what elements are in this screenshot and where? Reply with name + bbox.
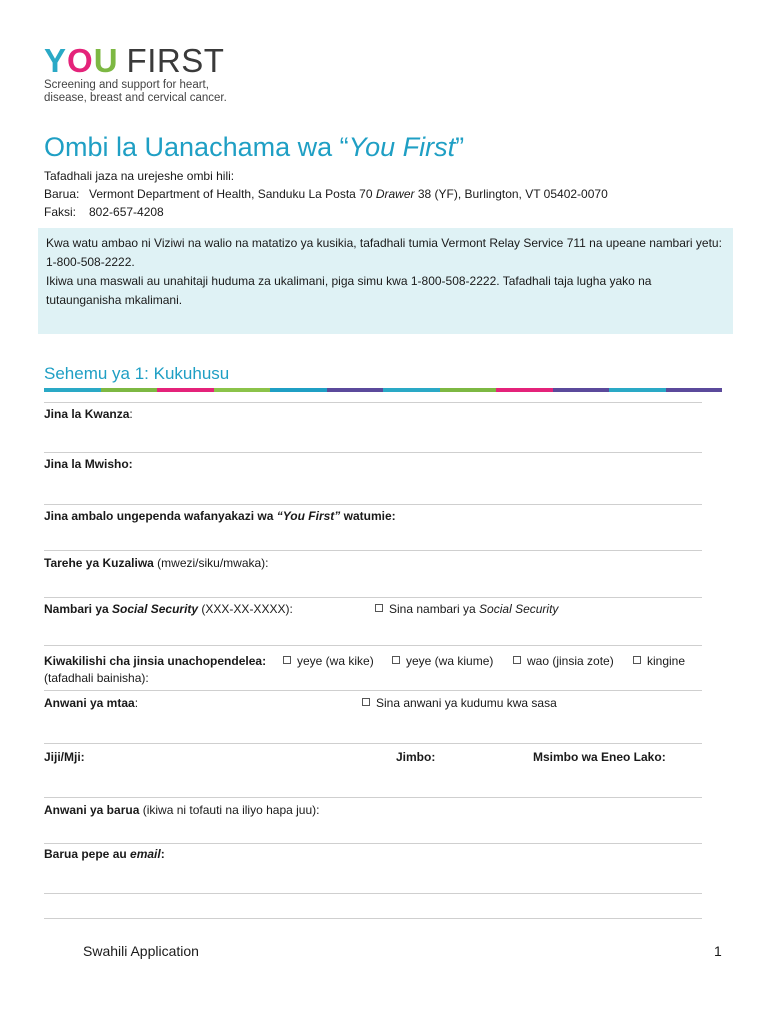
mail-value-italic: Drawer	[375, 187, 415, 201]
last-name-field[interactable]	[44, 504, 702, 505]
logo-first: FIRST	[126, 42, 225, 79]
no-address-checkbox[interactable]	[362, 696, 557, 710]
mail-value-b: 38 (YF), Burlington, VT 05402-0070	[414, 187, 608, 201]
no-ssn-italic: Social Security	[479, 602, 559, 616]
street-address-label	[44, 696, 138, 710]
gender-text: Kiwakilishi cha jinsia unachopendelea:	[44, 654, 267, 668]
city-state-zip-field[interactable]	[44, 797, 702, 798]
logo-tagline-2: disease, breast and cervical cancer.	[44, 92, 227, 104]
notice-line-2: Ikiwa una maswali au unahitaji huduma za ukalimani, piga simu kwa 1-800-508-2222. Tafadhali taja lugha yako na tutaunganisha mkalimani.	[46, 274, 652, 307]
stripe-segment	[666, 388, 723, 392]
first-name-colon: :	[129, 407, 133, 421]
street-address-text: Anwani ya mtaa	[44, 696, 135, 710]
section-color-stripe	[44, 388, 722, 392]
first-name-label	[44, 407, 133, 421]
city-text: Jiji/Mji:	[44, 750, 85, 764]
checkbox-icon	[392, 656, 400, 664]
dob-label	[44, 556, 269, 570]
stripe-segment	[609, 388, 666, 392]
email-text-colon: :	[160, 847, 165, 861]
notice-line-1: Kwa watu ambao ni Viziwi na walio na matatizo ya kusikia, tafadhali tumia Vermont Relay Service 711 na upeane nambari yetu: 1-800-508-2222.	[46, 236, 722, 269]
logo-letter-y: Y	[44, 42, 68, 79]
stripe-segment	[157, 388, 214, 392]
state-label	[396, 750, 435, 764]
mail-value-a: Vermont Department of Health, Sanduku La Posta 70	[89, 187, 376, 201]
mailing-address-field[interactable]	[44, 843, 702, 844]
last-name-label	[44, 457, 133, 471]
city-label	[44, 750, 85, 764]
first-name-field[interactable]	[44, 452, 702, 453]
street-address-field[interactable]	[44, 743, 702, 744]
email-text-a: Barua pepe au	[44, 847, 131, 861]
ssn-text-italic: Social Security	[112, 602, 199, 616]
logo-wordmark	[44, 44, 227, 77]
checkbox-icon	[362, 698, 370, 706]
zip-text: Msimbo wa Eneo Lako:	[533, 750, 666, 764]
footer-document-name: Swahili Application	[83, 943, 199, 959]
email-label	[44, 847, 165, 861]
email-field-extra-line[interactable]	[44, 918, 702, 919]
you-first-logo	[44, 44, 227, 105]
checkbox-icon	[283, 656, 291, 664]
field-divider	[44, 402, 702, 403]
logo-tagline-1: Screening and support for heart,	[44, 79, 209, 91]
fax-row	[44, 203, 608, 221]
logo-letter-o: O	[67, 42, 94, 79]
stripe-segment	[270, 388, 327, 392]
title-emphasis: You First	[348, 132, 456, 162]
mailing-address-label	[44, 803, 319, 817]
title-prefix: Ombi la Uanachama wa “	[44, 132, 349, 162]
section-1-title: Sehemu ya 1: Kukuhusu	[44, 364, 230, 383]
mail-label: Barua:	[44, 187, 80, 201]
stripe-segment	[553, 388, 610, 392]
stripe-segment	[383, 388, 440, 392]
checkbox-icon	[375, 604, 383, 612]
page-number: 1	[714, 943, 722, 959]
gender-option-she[interactable]	[283, 654, 374, 668]
fax-value: 802-657-4208	[89, 205, 164, 219]
gender-option-he[interactable]	[392, 654, 493, 668]
first-name-text: Jina la Kwanza	[44, 407, 130, 421]
stripe-segment	[101, 388, 158, 392]
gender-option-label: wao (jinsia zote)	[527, 654, 614, 668]
ssn-hint: (XXX-XX-XXXX):	[198, 602, 293, 616]
ssn-text-a: Nambari ya	[44, 602, 113, 616]
gender-option-label: yeye (wa kiume)	[406, 654, 494, 668]
ssn-field[interactable]	[44, 645, 702, 646]
zip-label	[533, 750, 666, 764]
stripe-segment	[327, 388, 384, 392]
stripe-segment	[214, 388, 271, 392]
no-ssn-checkbox[interactable]	[375, 602, 558, 616]
dob-hint: (mwezi/siku/mwaka):	[153, 556, 269, 570]
last-name-text: Jina la Mwisho:	[44, 457, 133, 471]
title-suffix: ”	[455, 132, 465, 162]
dob-field[interactable]	[44, 597, 702, 598]
email-text-italic: email	[130, 847, 161, 861]
mailing-address-hint: (ikiwa ni tofauti na iliyo hapa juu):	[139, 803, 320, 817]
gender-option-label: yeye (wa kike)	[297, 654, 374, 668]
no-address-text: Sina anwani ya kudumu kwa sasa	[376, 696, 557, 710]
gender-label	[44, 654, 266, 668]
gender-option-they[interactable]	[513, 654, 614, 668]
preferred-text-b: watumie:	[340, 509, 396, 523]
relay-service-notice	[38, 228, 733, 334]
instruction-text: Tafadhali jaza na urejeshe ombi hili:	[44, 169, 235, 183]
state-text: Jimbo:	[396, 750, 436, 764]
stripe-segment	[440, 388, 497, 392]
preferred-text-italic: “You First”	[276, 509, 341, 523]
gender-option-label: kingine	[647, 654, 686, 668]
dob-text: Tarehe ya Kuzaliwa	[44, 556, 154, 570]
street-address-colon: :	[134, 696, 139, 710]
preferred-name-label	[44, 509, 396, 523]
return-instructions	[44, 167, 608, 221]
gender-option-other[interactable]	[633, 654, 685, 668]
checkbox-icon	[513, 656, 521, 664]
preferred-name-field[interactable]	[44, 550, 702, 551]
gender-hint: (tafadhali bainisha):	[44, 671, 149, 685]
email-field[interactable]	[44, 893, 702, 894]
ssn-label	[44, 602, 293, 616]
gender-field[interactable]	[44, 690, 702, 691]
mail-address-row	[44, 185, 608, 203]
preferred-text-a: Jina ambalo ungependa wafanyakazi wa	[44, 509, 277, 523]
stripe-segment	[496, 388, 553, 392]
page-title	[44, 132, 464, 163]
logo-letter-u: U	[93, 42, 119, 79]
fax-label: Faksi:	[44, 205, 77, 219]
checkbox-icon	[633, 656, 641, 664]
mailing-address-text: Anwani ya barua	[44, 803, 140, 817]
no-ssn-text: Sina nambari ya	[389, 602, 480, 616]
stripe-segment	[44, 388, 101, 392]
